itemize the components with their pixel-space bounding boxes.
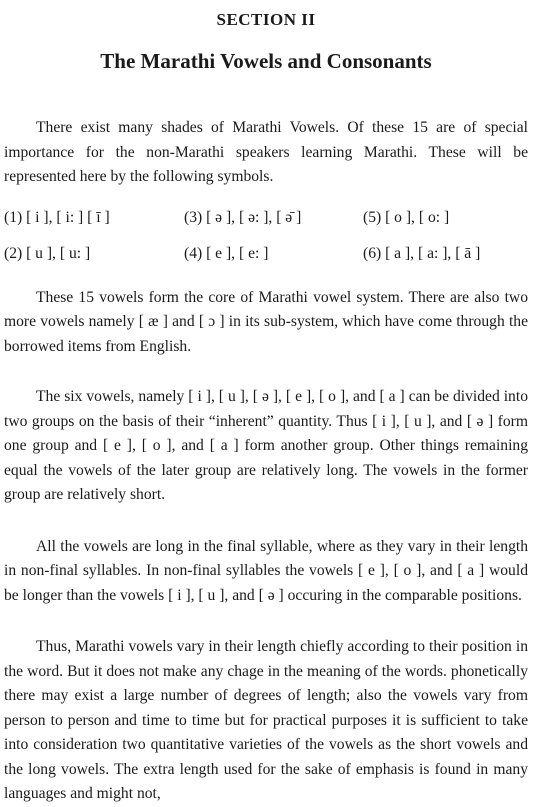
vowel-group-4: (4) [ e ], [ e: ]	[184, 244, 269, 262]
paragraph-length-variation	[4, 635, 528, 807]
paragraph-inherent-quantity-text: The six vowels, namely [ i ], [ u ], [ ə ], [ e ], [ o ], and [ a ] can be divided into two groups on the basis of their “inherent” quantity. Thus [ i ], [ u ], and [ ə ] form one group and [ e ], [ o ], and [ a ] form another group. Other things remaining equal the vowels of the later group are relatively long. The vowels in the former group are relatively short.	[4, 388, 528, 503]
paragraph-intro	[4, 116, 528, 190]
paragraph-core-system-text: These 15 vowels form the core of Marathi vowel system. There are also two more vowels namely [ æ ] and [ ɔ ] in its sub-system, which have come through the borrowed items from English.	[4, 288, 528, 355]
vowel-row	[4, 236, 528, 272]
vowel-row	[4, 200, 528, 236]
vowel-symbol-list	[4, 200, 528, 272]
section-heading: SECTION II	[216, 10, 316, 29]
vowel-group-3: (3) [ ə ], [ ə: ], [ ə̄ ]	[184, 208, 302, 226]
paragraph-length-variation-text: Thus, Marathi vowels vary in their length chiefly according to their position in the word. But it does not make any chage in the meaning of the words. phonetically there may exist a large number of degrees of length; also the vowels vary from person to person and time to time but for practical purposes it is sufficient to take into consideration two quantitative varieties of the vowels as the short vowels and the long vowels. The extra length used for the sake of emphasis is found in many languages and might not,	[4, 638, 528, 802]
vowel-group-1: (1) [ i ], [ i: ] [ ī ]	[4, 208, 110, 226]
paragraph-inherent-quantity	[4, 385, 528, 508]
paragraph-final-syllable	[4, 535, 528, 609]
paragraph-core-system	[4, 286, 528, 360]
paragraph-final-syllable-text: All the vowels are long in the final syllable, where as they vary in their length in non-final syllables. In non-final syllables the vowels [ e ], [ o ], and [ a ] would be longer than the vowels [ i ], [ u ], and [ ə ] occuring in the comparable positions.	[4, 537, 528, 604]
vowel-group-6: (6) [ a ], [ a: ], [ ā ]	[363, 244, 481, 262]
chapter-title: The Marathi Vowels and Consonants	[100, 49, 432, 73]
vowel-group-2: (2) [ u ], [ u: ]	[4, 244, 91, 262]
vowel-group-5: (5) [ o ], [ o: ]	[363, 208, 450, 226]
paragraph-intro-text: There exist many shades of Marathi Vowels. Of these 15 are of special importance for the non-Marathi speakers learning Marathi. These will be represented here by the following symbols.	[4, 119, 528, 185]
